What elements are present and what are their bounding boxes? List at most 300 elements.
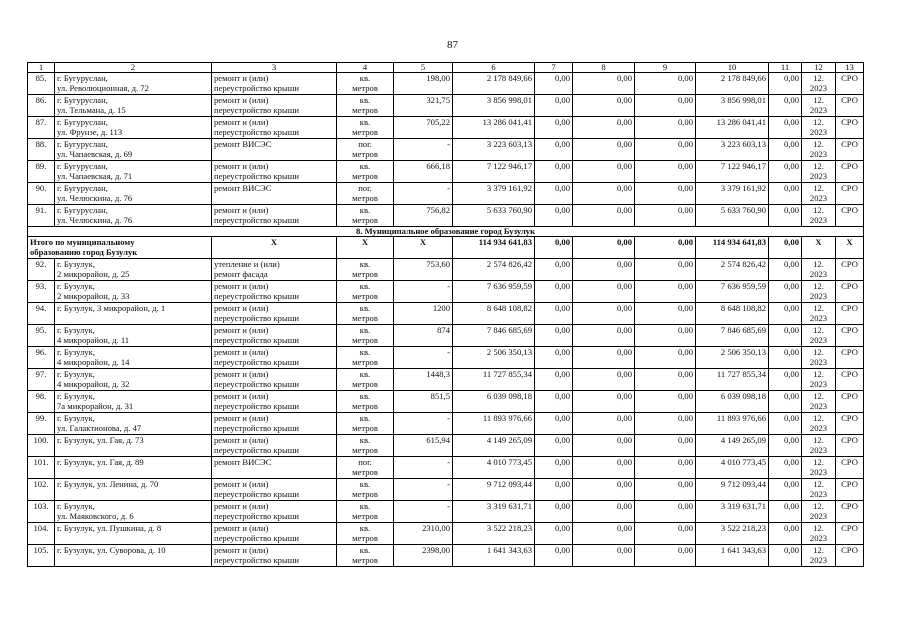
- total-cell-line1: 8 648 108,82: [720, 303, 766, 313]
- fund-cell-3-line1: 0,00: [677, 479, 693, 489]
- date-cell-line1: 12.: [813, 117, 824, 127]
- row-number-line1: 104.: [33, 523, 49, 533]
- work-type-cell-line2: переустройство крыши: [214, 401, 299, 411]
- method-cell-line1: СРО: [841, 545, 858, 555]
- total-cell: [696, 347, 769, 369]
- unit-cell-line1: кв.: [359, 435, 371, 445]
- date-cell-line1: 12.: [813, 369, 824, 379]
- method-cell: [836, 161, 864, 183]
- address-cell-line1: г. Бузулук,: [57, 369, 95, 379]
- fund-cell-2-line1: 0,00: [616, 391, 632, 401]
- fund-cell-1: [535, 259, 573, 281]
- address-cell: [55, 303, 212, 325]
- total-cell: [696, 259, 769, 281]
- fund-cell-2-line1: 0,00: [616, 117, 632, 127]
- total-cell-line1: 3 319 631,71: [720, 501, 766, 511]
- address-cell: [55, 457, 212, 479]
- row-number: [28, 117, 55, 139]
- sum-cell-line1: 5 633 760,90: [486, 205, 532, 215]
- fund-cell-1: [535, 523, 573, 545]
- row-number: [28, 347, 55, 369]
- address-cell: [55, 161, 212, 183]
- unit-cell-line2: метров: [352, 215, 378, 225]
- address-cell-line1: г. Бузулук, ул. Гая, д. 73: [57, 435, 144, 445]
- fund-cell-3: [635, 281, 696, 303]
- unit-cell: [337, 435, 394, 457]
- date-cell-line1: 12.: [813, 281, 824, 291]
- address-cell-line2: ул. Революционная, д. 72: [57, 83, 149, 93]
- address-cell-line1: г. Бузулук, ул. Ленина, д. 70: [57, 479, 159, 489]
- row-number-line1: 92.: [35, 259, 47, 269]
- fund-cell-1: [535, 479, 573, 501]
- fund-cell-3-line1: 0,00: [677, 183, 693, 193]
- work-type-cell-line1: ремонт и (или): [214, 435, 269, 445]
- date-cell-line2: 2023: [809, 215, 828, 225]
- total-cell: [696, 303, 769, 325]
- table-row: [28, 259, 864, 281]
- address-cell: [55, 413, 212, 435]
- fund-cell-3-line1: 0,00: [677, 457, 693, 467]
- total-cell: [696, 479, 769, 501]
- quantity-cell-line1: 756,82: [426, 205, 450, 215]
- row-number: [28, 139, 55, 161]
- total-cell: [696, 95, 769, 117]
- address-cell-line2: ул. Чапаевская, д. 71: [57, 171, 133, 181]
- total-fund-cell: [535, 237, 573, 259]
- work-type-cell-line2: переустройство крыши: [214, 291, 299, 301]
- fund-cell-3: [635, 413, 696, 435]
- work-type-cell: [212, 183, 337, 205]
- fund-cell-2: [573, 435, 635, 457]
- row-number: [28, 413, 55, 435]
- sum-cell: [453, 435, 535, 457]
- address-cell: [55, 435, 212, 457]
- method-cell: [836, 501, 864, 523]
- date-cell-line1: 12.: [813, 259, 824, 269]
- address-cell-line2: ул. Фрунзе, д. 113: [57, 127, 123, 137]
- fund-cell-1: [535, 117, 573, 139]
- fund-cell-3-line1: 0,00: [677, 523, 693, 533]
- fund-cell-4: [769, 117, 802, 139]
- method-cell-line1: СРО: [841, 281, 858, 291]
- address-cell-line2: 4 микрорайон, д. 14: [57, 357, 130, 367]
- fund-cell-3-line1: 0,00: [677, 117, 693, 127]
- section-title: 8. Муниципальное образование город Бузулук: [28, 227, 864, 237]
- unit-cell: [337, 457, 394, 479]
- method-cell: [836, 281, 864, 303]
- sum-cell: [453, 545, 535, 567]
- total-cell: [696, 139, 769, 161]
- quantity-cell-line1: 1200: [432, 303, 450, 313]
- table-row: [28, 501, 864, 523]
- fund-cell-3: [635, 325, 696, 347]
- unit-cell: [337, 139, 394, 161]
- work-type-cell-line1: ремонт и (или): [214, 303, 269, 313]
- address-cell-line2: 4 микрорайон, д. 11: [57, 335, 130, 345]
- table-row: [28, 205, 864, 227]
- work-type-cell: [212, 545, 337, 567]
- work-type-cell-line2: переустройство крыши: [214, 313, 299, 323]
- date-cell: [802, 369, 836, 391]
- method-cell: [836, 391, 864, 413]
- capital-repair-table: [27, 62, 864, 567]
- total-total-cell-line1: 114 934 641,83: [712, 237, 766, 247]
- table-row: [28, 95, 864, 117]
- work-type-cell: [212, 369, 337, 391]
- quantity-cell: [394, 303, 453, 325]
- fund-cell-3-line1: 0,00: [677, 303, 693, 313]
- method-cell-line1: СРО: [841, 369, 858, 379]
- work-type-cell: [212, 303, 337, 325]
- work-type-cell: [212, 259, 337, 281]
- address-cell-line2: ул. Тельмана, д. 15: [57, 105, 126, 115]
- quantity-cell-line1: 2398,00: [422, 545, 450, 555]
- fund-cell-1: [535, 95, 573, 117]
- method-cell-line1: СРО: [841, 413, 858, 423]
- sum-cell-line1: 4 010 773,45: [486, 457, 532, 467]
- method-cell: [836, 117, 864, 139]
- fund-cell-1-line1: 0,00: [554, 161, 570, 171]
- unit-cell-line2: метров: [352, 445, 378, 455]
- section-heading-row: [28, 227, 864, 237]
- work-type-cell-line2: переустройство крыши: [214, 171, 299, 181]
- sum-cell-line1: 2 574 826,42: [486, 259, 532, 269]
- fund-cell-2-line1: 0,00: [616, 501, 632, 511]
- fund-cell-2-line1: 0,00: [616, 457, 632, 467]
- sum-cell: [453, 139, 535, 161]
- sum-cell: [453, 391, 535, 413]
- table-row: [28, 457, 864, 479]
- total-cell-line1: 7 846 685,69: [720, 325, 766, 335]
- sum-cell: [453, 117, 535, 139]
- quantity-cell: [394, 435, 453, 457]
- method-cell: [836, 139, 864, 161]
- date-cell-line2: 2023: [809, 171, 828, 181]
- unit-cell: [337, 117, 394, 139]
- fund-cell-4-line1: 0,00: [783, 117, 799, 127]
- unit-cell: [337, 347, 394, 369]
- date-cell: [802, 501, 836, 523]
- unit-cell-line2: метров: [352, 149, 378, 159]
- date-cell: [802, 457, 836, 479]
- unit-cell-line1: пог.: [358, 457, 372, 467]
- sum-cell-line1: 7 122 946,17: [486, 161, 532, 171]
- address-cell-line1: г. Бузулук,: [57, 281, 95, 291]
- quantity-cell-line1: 2310,00: [422, 523, 450, 533]
- sum-cell-line1: 3 856 998,01: [486, 95, 532, 105]
- fund-cell-2-line1: 0,00: [616, 479, 632, 489]
- date-cell: [802, 413, 836, 435]
- fund-cell-4: [769, 205, 802, 227]
- quantity-cell: [394, 259, 453, 281]
- method-cell-line1: СРО: [841, 183, 858, 193]
- sum-cell-line1: 7 846 685,69: [486, 325, 532, 335]
- work-type-cell-line2: переустройство крыши: [214, 533, 299, 543]
- date-cell-line2: 2023: [809, 149, 828, 159]
- work-type-cell: [212, 205, 337, 227]
- sum-cell-line1: 1 641 343,63: [486, 545, 532, 555]
- work-type-cell: [212, 413, 337, 435]
- total-cell: [696, 457, 769, 479]
- work-type-cell: [212, 501, 337, 523]
- fund-cell-1: [535, 205, 573, 227]
- fund-cell-2-line1: 0,00: [616, 95, 632, 105]
- total-sum-cell-line1: 114 934 641,83: [478, 237, 532, 247]
- work-type-cell-line1: утепление и (или): [214, 259, 280, 269]
- row-number: [28, 479, 55, 501]
- unit-cell-line2: метров: [352, 401, 378, 411]
- fund-cell-3-line1: 0,00: [677, 73, 693, 83]
- work-type-cell-line1: ремонт и (или): [214, 325, 269, 335]
- fund-cell-3: [635, 391, 696, 413]
- date-cell-line1: 12.: [813, 325, 824, 335]
- fund-cell-3: [635, 369, 696, 391]
- fund-cell-2: [573, 183, 635, 205]
- total-cell-line1: 2 506 350,13: [720, 347, 766, 357]
- quantity-cell: [394, 391, 453, 413]
- fund-cell-3-line1: 0,00: [677, 501, 693, 511]
- sum-cell-line1: 3 319 631,71: [486, 501, 532, 511]
- work-type-cell: [212, 523, 337, 545]
- work-type-cell: [212, 391, 337, 413]
- fund-cell-4: [769, 413, 802, 435]
- fund-cell-1-line1: 0,00: [554, 479, 570, 489]
- fund-cell-2: [573, 259, 635, 281]
- row-number-line1: 95.: [35, 325, 47, 335]
- total-label: [28, 237, 212, 259]
- unit-cell-line2: метров: [352, 357, 378, 367]
- fund-cell-2: [573, 303, 635, 325]
- method-cell: [836, 523, 864, 545]
- method-cell: [836, 457, 864, 479]
- date-cell-line2: 2023: [809, 467, 828, 477]
- quantity-cell-line1: 874: [437, 325, 450, 335]
- fund-cell-1-line1: 0,00: [554, 259, 570, 269]
- work-type-cell-line1: ремонт и (или): [214, 545, 269, 555]
- total-cell-line1: 11 893 976,66: [716, 413, 766, 423]
- fund-cell-4-line1: 0,00: [783, 435, 799, 445]
- unit-cell-line2: метров: [352, 423, 378, 433]
- date-cell-line2: 2023: [809, 379, 828, 389]
- method-cell-line1: СРО: [841, 391, 858, 401]
- sum-cell: [453, 303, 535, 325]
- unit-cell-line1: кв.: [359, 205, 371, 215]
- date-cell-line1: 12.: [813, 479, 824, 489]
- col-num: 3: [212, 63, 337, 73]
- date-cell-line1: 12.: [813, 523, 824, 533]
- fund-cell-4: [769, 435, 802, 457]
- method-cell: [836, 259, 864, 281]
- table-row: [28, 391, 864, 413]
- row-number: [28, 161, 55, 183]
- unit-cell-line1: кв.: [359, 347, 371, 357]
- work-type-cell: [212, 457, 337, 479]
- address-cell-line1: г. Бузулук,: [57, 413, 95, 423]
- fund-cell-2: [573, 501, 635, 523]
- quantity-cell-line1: -: [447, 139, 450, 149]
- date-cell: [802, 325, 836, 347]
- row-number: [28, 501, 55, 523]
- address-cell-line1: г. Бугуруслан,: [57, 205, 108, 215]
- total-x-cell: [836, 237, 864, 259]
- sum-cell-line1: 11 727 855,34: [482, 369, 532, 379]
- quantity-cell-line1: -: [447, 347, 450, 357]
- quantity-cell-line1: 198,00: [426, 73, 450, 83]
- fund-cell-1: [535, 347, 573, 369]
- date-cell-line2: 2023: [809, 445, 828, 455]
- table-row: [28, 161, 864, 183]
- method-cell-line1: СРО: [841, 73, 858, 83]
- table-row: [28, 369, 864, 391]
- unit-cell: [337, 73, 394, 95]
- date-cell-line2: 2023: [809, 511, 828, 521]
- quantity-cell-line1: -: [447, 501, 450, 511]
- method-cell: [836, 205, 864, 227]
- method-cell: [836, 435, 864, 457]
- work-type-cell-line1: ремонт и (или): [214, 73, 269, 83]
- unit-cell-line2: метров: [352, 489, 378, 499]
- work-type-cell-line2: ремонт фасада: [214, 269, 268, 279]
- fund-cell-2-line1: 0,00: [616, 347, 632, 357]
- fund-cell-3-line1: 0,00: [677, 391, 693, 401]
- table-row: [28, 139, 864, 161]
- work-type-cell-line2: переустройство крыши: [214, 423, 299, 433]
- address-cell-line1: г. Бузулук, ул. Суворова, д. 10: [57, 545, 166, 555]
- fund-cell-2-line1: 0,00: [616, 545, 632, 555]
- row-number-line1: 89.: [35, 161, 47, 171]
- method-cell-line1: СРО: [841, 523, 858, 533]
- sum-cell-line1: 6 039 098,18: [486, 391, 532, 401]
- fund-cell-2: [573, 205, 635, 227]
- date-cell: [802, 303, 836, 325]
- fund-cell-3: [635, 161, 696, 183]
- fund-cell-2-line1: 0,00: [616, 183, 632, 193]
- date-cell-line1: 12.: [813, 161, 824, 171]
- fund-cell-1: [535, 73, 573, 95]
- sum-cell: [453, 325, 535, 347]
- date-cell: [802, 259, 836, 281]
- fund-cell-1-line1: 0,00: [554, 183, 570, 193]
- date-cell-line2: 2023: [809, 423, 828, 433]
- fund-cell-1: [535, 325, 573, 347]
- unit-cell: [337, 479, 394, 501]
- fund-cell-3-line1: 0,00: [677, 369, 693, 379]
- date-cell-line1: 12.: [813, 413, 824, 423]
- fund-cell-2: [573, 95, 635, 117]
- total-cell-line1: 9 712 093,44: [720, 479, 766, 489]
- unit-cell: [337, 161, 394, 183]
- sum-cell: [453, 501, 535, 523]
- total-cell-line1: 4 010 773,45: [720, 457, 766, 467]
- unit-cell: [337, 391, 394, 413]
- quantity-cell-line1: -: [447, 413, 450, 423]
- row-number-line1: 101.: [33, 457, 49, 467]
- date-cell-line1: 12.: [813, 303, 824, 313]
- unit-cell-line1: кв.: [359, 95, 371, 105]
- quantity-cell-line1: -: [447, 479, 450, 489]
- sum-cell-line1: 2 178 849,66: [486, 73, 532, 83]
- col-num: 9: [635, 63, 696, 73]
- total-row: [28, 237, 864, 259]
- unit-cell-line1: кв.: [359, 479, 371, 489]
- address-cell: [55, 369, 212, 391]
- col-num: 7: [535, 63, 573, 73]
- method-cell-line1: СРО: [841, 117, 858, 127]
- fund-cell-4-line1: 0,00: [783, 479, 799, 489]
- fund-cell-4: [769, 259, 802, 281]
- address-cell-line1: г. Бугуруслан,: [57, 73, 108, 83]
- method-cell-line1: СРО: [841, 501, 858, 511]
- date-cell-line2: 2023: [809, 357, 828, 367]
- fund-cell-4: [769, 479, 802, 501]
- row-number-line1: 100.: [33, 435, 49, 445]
- date-cell: [802, 545, 836, 567]
- unit-cell-line2: метров: [352, 83, 378, 93]
- address-cell: [55, 183, 212, 205]
- date-cell-line1: 12.: [813, 139, 824, 149]
- fund-cell-4-line1: 0,00: [783, 523, 799, 533]
- table-row: [28, 117, 864, 139]
- fund-cell-1: [535, 183, 573, 205]
- total-cell-line1: 3 223 603,13: [720, 139, 766, 149]
- total-fund-cell-line1: 0,00: [677, 237, 693, 247]
- fund-cell-3-line1: 0,00: [677, 281, 693, 291]
- work-type-cell-line2: переустройство крыши: [214, 83, 299, 93]
- fund-cell-2: [573, 117, 635, 139]
- unit-cell-line2: метров: [352, 127, 378, 137]
- total-cell-line1: 13 286 041,41: [716, 117, 766, 127]
- method-cell: [836, 303, 864, 325]
- total-cell-line1: 1 641 343,63: [720, 545, 766, 555]
- col-num: 5: [394, 63, 453, 73]
- total-cell: [696, 501, 769, 523]
- row-number-line1: 91.: [35, 205, 47, 215]
- sum-cell: [453, 369, 535, 391]
- sum-cell: [453, 347, 535, 369]
- fund-cell-1-line1: 0,00: [554, 303, 570, 313]
- fund-cell-4-line1: 0,00: [783, 413, 799, 423]
- address-cell-line1: г. Бугуруслан,: [57, 117, 108, 127]
- fund-cell-4-line1: 0,00: [783, 259, 799, 269]
- fund-cell-4-line1: 0,00: [783, 161, 799, 171]
- fund-cell-2-line1: 0,00: [616, 281, 632, 291]
- fund-cell-1-line1: 0,00: [554, 501, 570, 511]
- address-cell: [55, 391, 212, 413]
- fund-cell-3-line1: 0,00: [677, 205, 693, 215]
- date-cell-line2: 2023: [809, 489, 828, 499]
- total-cell-line1: 4 149 265,09: [720, 435, 766, 445]
- total-fund-cell: [573, 237, 635, 259]
- fund-cell-4-line1: 0,00: [783, 303, 799, 313]
- date-cell: [802, 183, 836, 205]
- date-cell-line2: 2023: [809, 335, 828, 345]
- work-type-cell: [212, 479, 337, 501]
- work-type-cell-line2: переустройство крыши: [214, 489, 299, 499]
- date-cell: [802, 347, 836, 369]
- fund-cell-3: [635, 259, 696, 281]
- date-cell-line1: 12.: [813, 435, 824, 445]
- unit-cell: [337, 545, 394, 567]
- sum-cell-line1: 3 223 603,13: [486, 139, 532, 149]
- address-cell-line2: 2 микрорайон, д. 33: [57, 291, 130, 301]
- unit-cell-line1: кв.: [359, 303, 371, 313]
- col-num: 4: [337, 63, 394, 73]
- row-number: [28, 259, 55, 281]
- fund-cell-4: [769, 139, 802, 161]
- date-cell-line2: 2023: [809, 401, 828, 411]
- total-cell: [696, 435, 769, 457]
- work-type-cell-line1: ремонт и (или): [214, 161, 269, 171]
